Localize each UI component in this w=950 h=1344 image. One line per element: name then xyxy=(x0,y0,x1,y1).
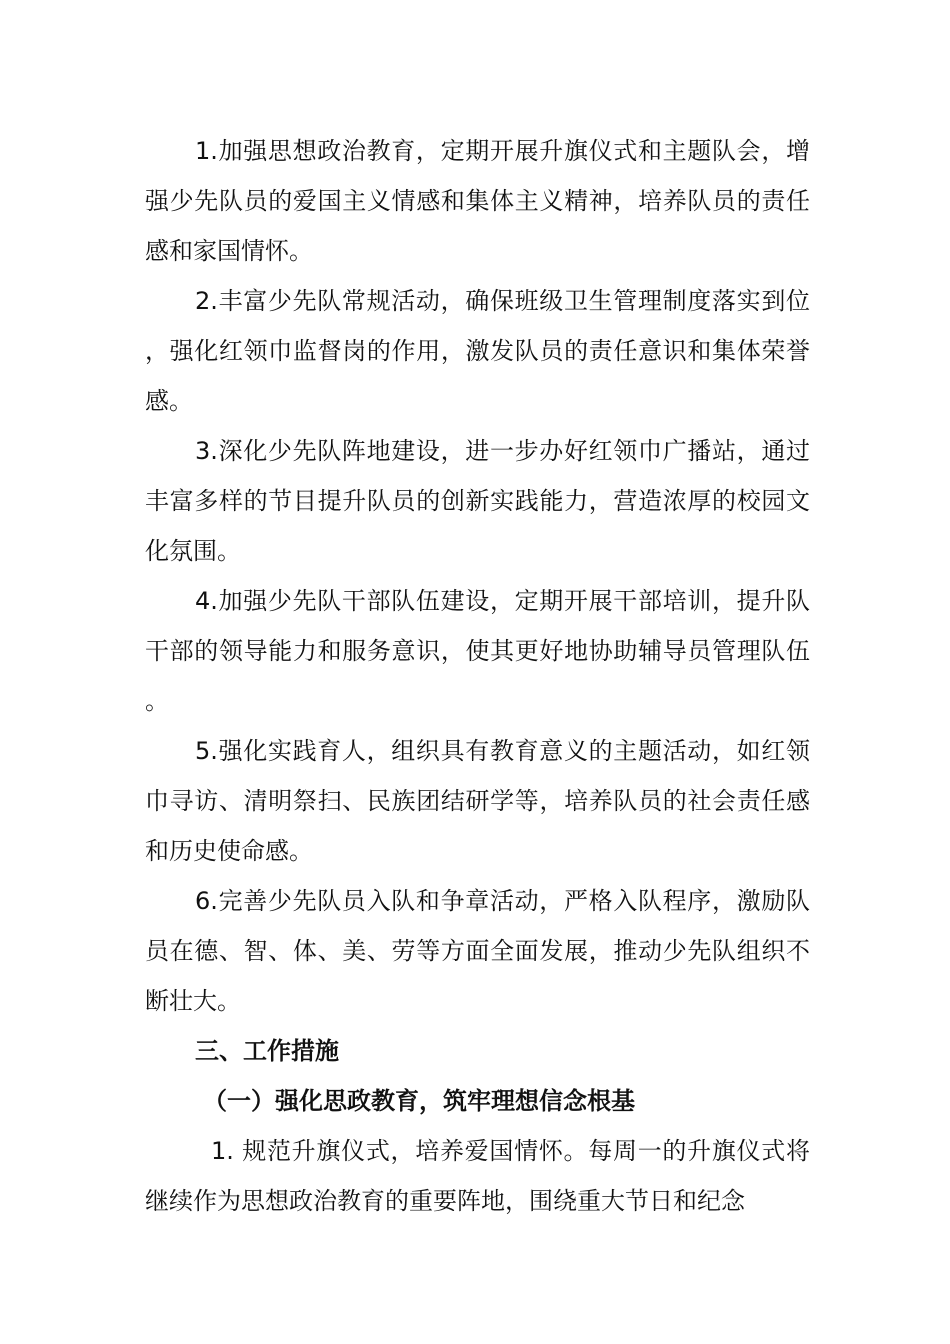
goal-paragraph-2: 2.丰富少先队常规活动，确保班级卫生管理制度落实到位，强化红领巾监督岗的作用，激发队员的责任意识和集体荣誉感。 xyxy=(145,287,810,415)
document-body xyxy=(145,126,810,1226)
goal-paragraph-4: 4.加强少先队干部队伍建设，定期开展干部培训，提升队干部的领导能力和服务意识，使其更好地协助辅导员管理队伍。 xyxy=(145,587,810,715)
goal-paragraph-6: 6.完善少先队员入队和争章活动，严格入队程序，激励队员在德、智、体、美、劳等方面全面发展，推动少先队组织不断壮大。 xyxy=(145,887,810,1015)
goal-paragraph-5: 5.强化实践育人，组织具有教育意义的主题活动，如红领巾寻访、清明祭扫、民族团结研学等，培养队员的社会责任感和历史使命感。 xyxy=(145,737,810,865)
goal-paragraph-1: 1.加强思想政治教育，定期开展升旗仪式和主题队会，增强少先队员的爱国主义情感和集体主义精神，培养队员的责任感和家国情怀。 xyxy=(145,137,810,265)
goal-paragraph-3: 3.深化少先队阵地建设，进一步办好红领巾广播站，通过丰富多样的节目提升队员的创新实践能力，营造浓厚的校园文化氛围。 xyxy=(145,437,810,565)
measure-paragraph-1: 1. 规范升旗仪式，培养爱国情怀。每周一的升旗仪式将继续作为思想政治教育的重要阵地，围绕重大节日和纪念 xyxy=(145,1137,810,1215)
section-heading: 三、工作措施 xyxy=(195,1037,339,1065)
subsection-heading: （一）强化思政教育，筑牢理想信念根基 xyxy=(203,1087,635,1115)
